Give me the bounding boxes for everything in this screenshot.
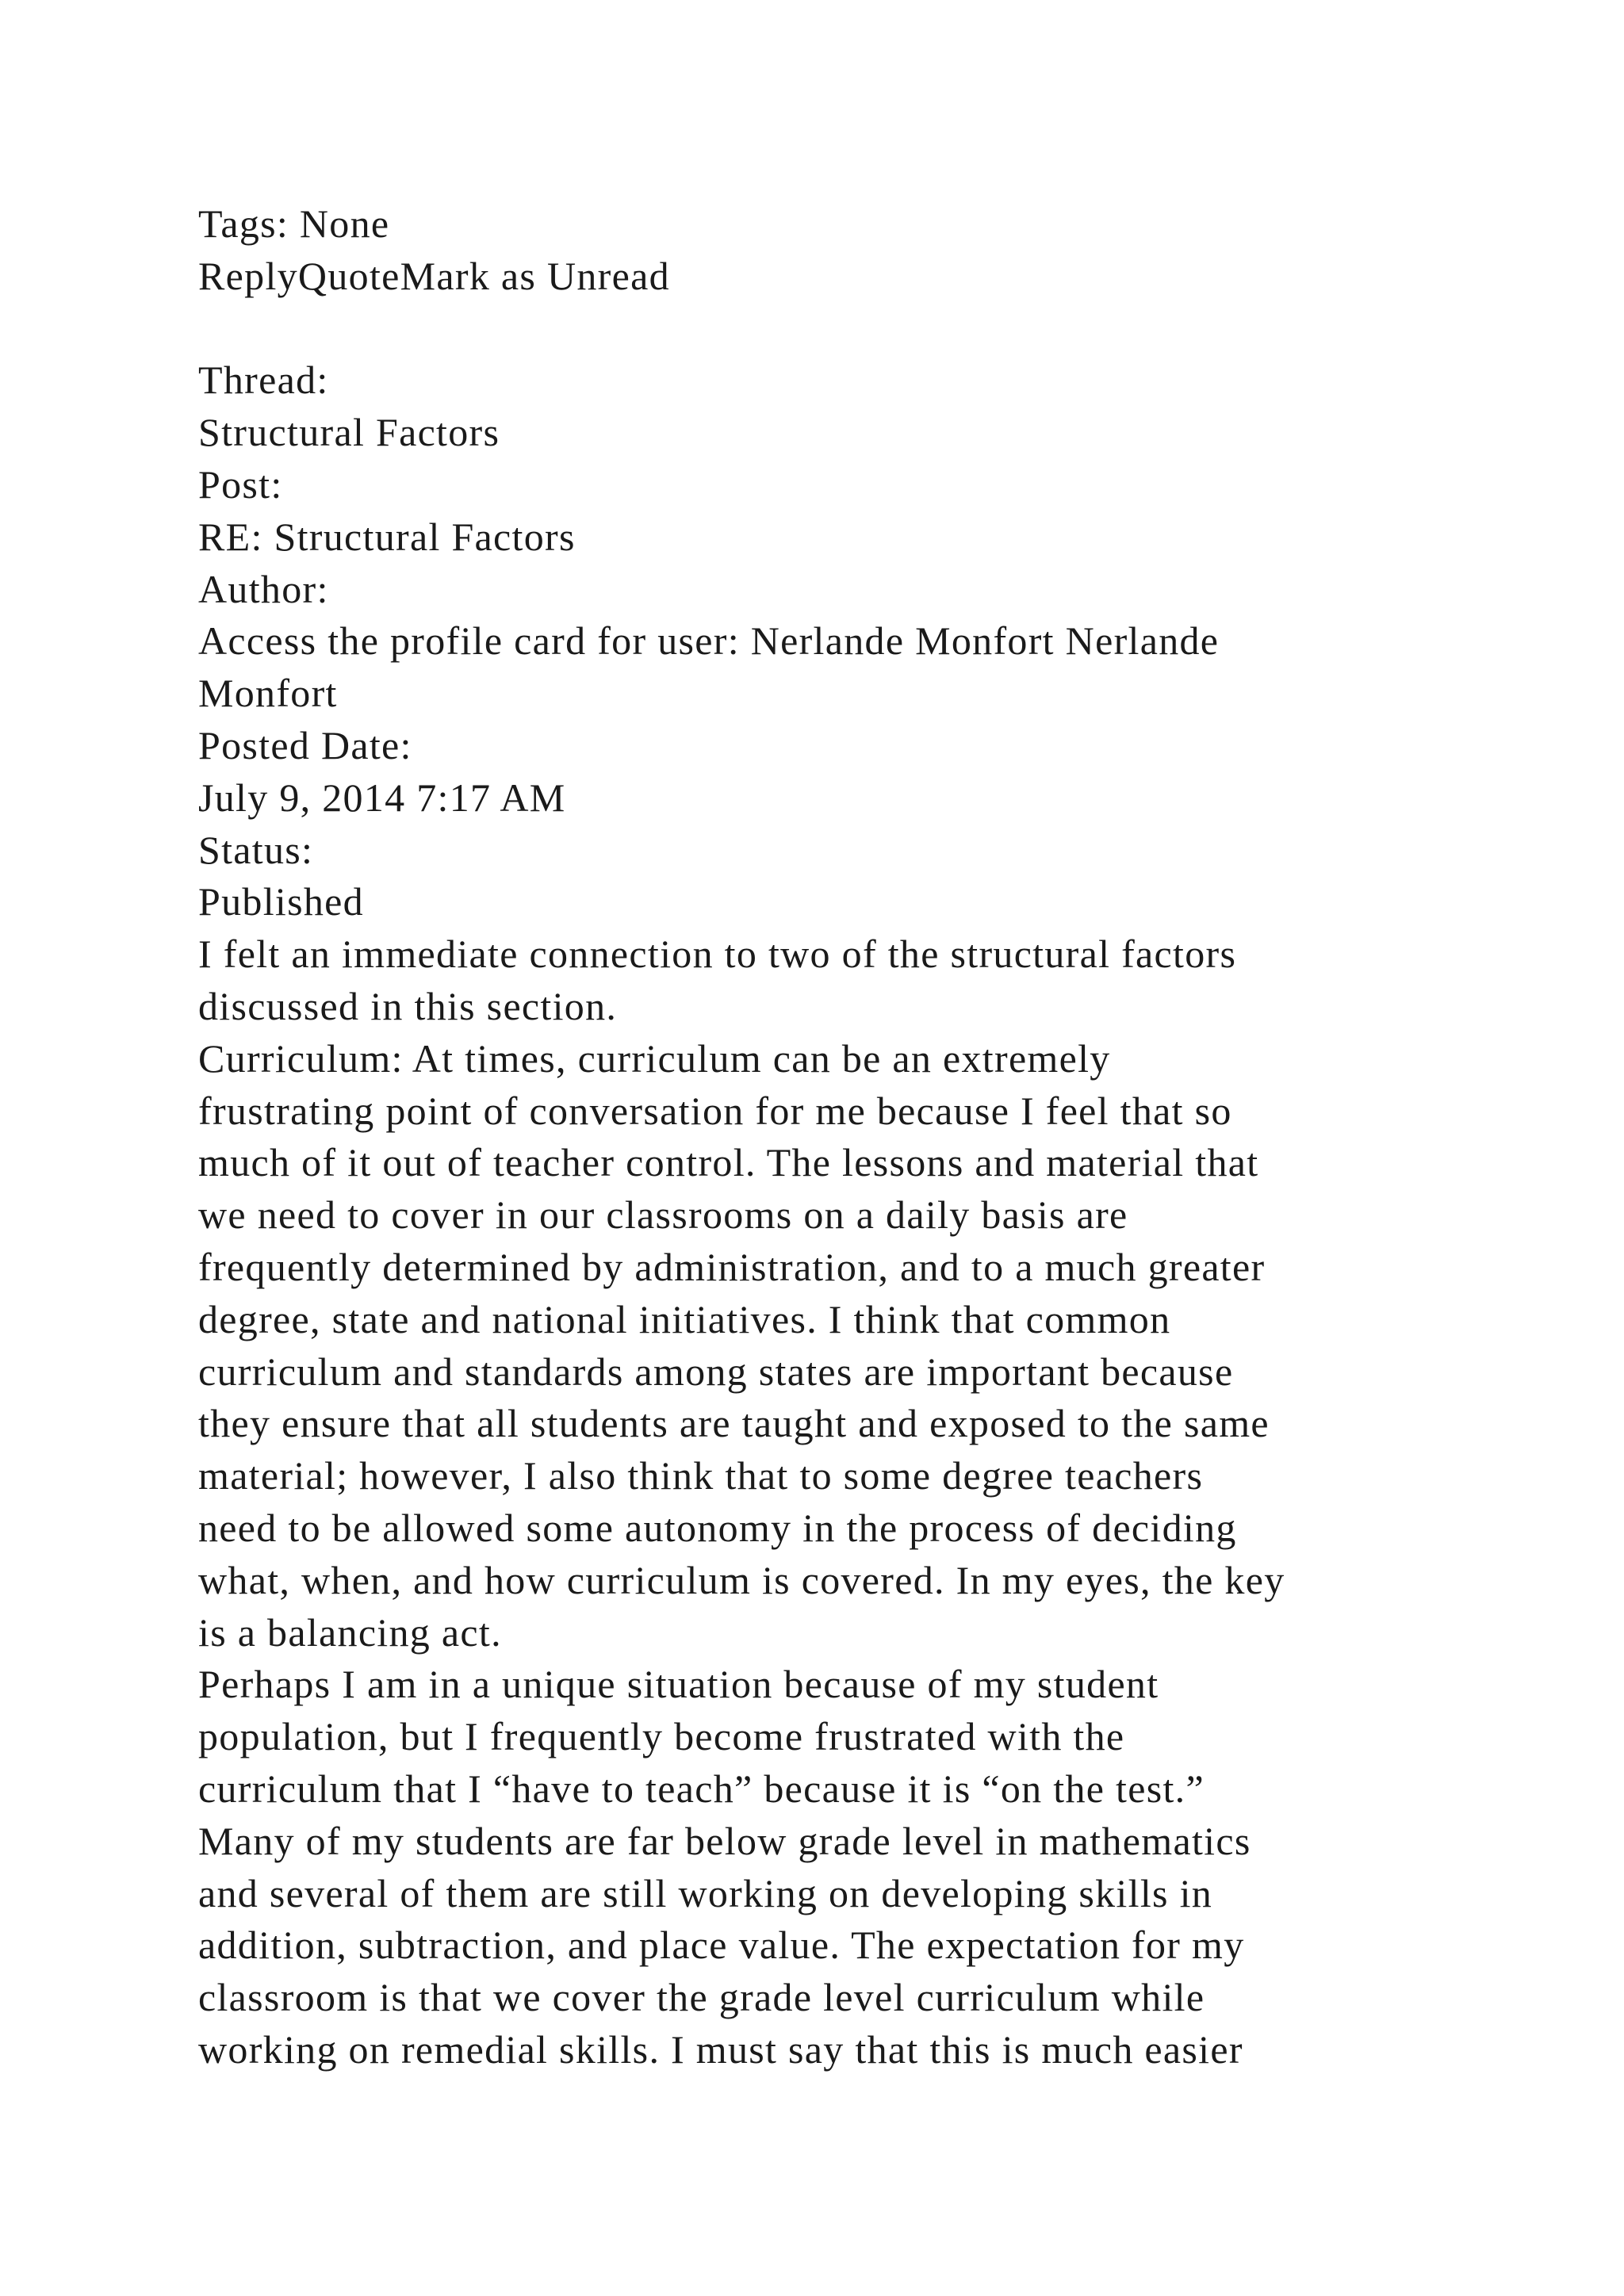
author-value-continued[interactable]: Monfort: [198, 671, 338, 716]
post-label: Post:: [198, 461, 283, 507]
paragraph-student-population: [198, 1659, 1467, 2076]
post-actions-line[interactable]: ReplyQuoteMark as Unread: [198, 253, 670, 298]
body-line: classroom is that we cover the grade level curriculum while: [198, 1975, 1205, 2020]
body-line: curriculum that I “have to teach” because it is “on the test.”: [198, 1766, 1205, 1811]
thread-value: Structural Factors: [198, 410, 500, 455]
body-line: population, but I frequently become frustrated with the: [198, 1714, 1125, 1759]
body-line: frustrating point of conversation for me because I feel that so: [198, 1088, 1232, 1133]
status-label: Status:: [198, 827, 314, 872]
body-line: Curriculum: At times, curriculum can be an extremely: [198, 1035, 1111, 1081]
paragraph-curriculum: [198, 1033, 1467, 1659]
post-value: RE: Structural Factors: [198, 514, 576, 559]
body-line: much of it out of teacher control. The lessons and material that: [198, 1140, 1259, 1185]
posted-date-label: Posted Date:: [198, 722, 412, 767]
body-line: Perhaps I am in a unique situation because of my student: [198, 1662, 1159, 1707]
body-line: addition, subtraction, and place value. The expectation for my: [198, 1923, 1245, 1968]
author-label: Author:: [198, 566, 329, 611]
body-line: they ensure that all students are taught and exposed to the same: [198, 1401, 1270, 1446]
body-line: Many of my students are far below grade level in mathematics: [198, 1818, 1251, 1863]
body-line: discussed in this section.: [198, 983, 618, 1028]
author-value[interactable]: Access the profile card for user: Nerlande Monfort Nerlande: [198, 618, 1220, 664]
tags-line: Tags: None: [198, 201, 390, 246]
blank-line: [198, 303, 1467, 355]
body-line: I felt an immediate connection to two of the structural factors: [198, 932, 1237, 977]
body-line: material; however, I also think that to some degree teachers: [198, 1453, 1204, 1498]
body-line: frequently determined by administration, and to a much greater: [198, 1244, 1266, 1289]
posted-date-value: July 9, 2014 7:17 AM: [198, 775, 566, 820]
document-page: [198, 198, 1467, 2076]
body-line: degree, state and national initiatives. I think that common: [198, 1296, 1171, 1341]
body-line: working on remedial skills. I must say that this is much easier: [198, 2026, 1243, 2072]
body-line: is a balancing act.: [198, 1609, 502, 1655]
body-line: what, when, and how curriculum is covered. In my eyes, the key: [198, 1557, 1285, 1602]
body-line: need to be allowed some autonomy in the process of deciding: [198, 1505, 1237, 1550]
thread-label: Thread:: [198, 358, 329, 403]
body-line: and several of them are still working on developing skills in: [198, 1870, 1213, 1915]
status-value: Published: [198, 879, 364, 924]
paragraph-intro: [198, 928, 1467, 1033]
body-line: we need to cover in our classrooms on a daily basis are: [198, 1192, 1128, 1238]
body-line: curriculum and standards among states are important because: [198, 1349, 1234, 1394]
